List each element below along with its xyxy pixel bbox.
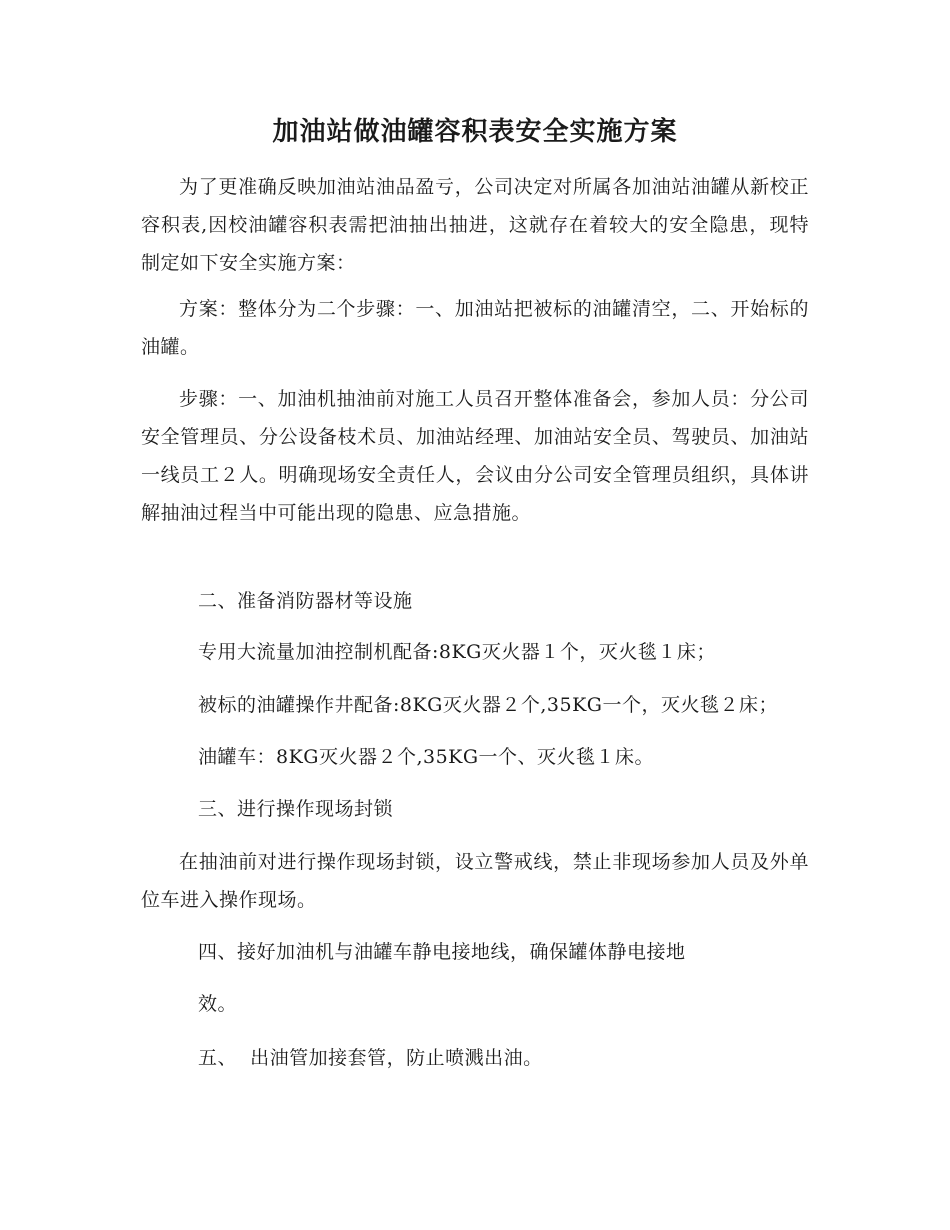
equipment-item-tank-well: 被标的油罐操作井配备:8KG灭火器２个,35KG一个，灭火毯２床； [198, 694, 778, 716]
equipment-item-controller: 专用大流量加油控制机配备:8KG灭火器１个，灭火毯１床； [198, 641, 716, 663]
plan-paragraph: 方案：整体分为二个步骤：一、加油站把被标的油罐清空，二、开始标的油罐。 [141, 298, 809, 358]
site-lockdown-paragraph: 在抽油前对进行操作现场封锁，设立警戒线，禁止非现场参加人员及外单位车进入操作现场。 [141, 851, 809, 911]
step-two-heading: 二、准备消防器材等设施 [198, 590, 413, 612]
step-three-heading: 三、进行操作现场封锁 [198, 798, 394, 820]
document-title: 加油站做油罐容积表安全实施方案 [272, 117, 678, 147]
step-five-line: 五、 出油管加接套管，防止喷溅出油。 [198, 1047, 543, 1069]
step-four-line: 四、接好加油机与油罐车静电接地线，确保罐体静电接地 [198, 941, 686, 963]
equipment-item-tanker: 油罐车：8KG灭火器２个,35KG一个、灭火毯１床。 [198, 746, 655, 768]
step-one-paragraph: 步骤：一、加油机抽油前对施工人员召开整体准备会，参加人员：分公司安全管理员、分公设备枝术员、加油站经理、加油站安全员、驾驶员、加油站一线员工２人。明确现场安全责任人，会议由分公司安全管理员组织，具体讲解抽油过程当中可能出现的隐患、应急措施。 [141, 388, 809, 524]
intro-paragraph: 为了更准确反映加油站油品盈亏，公司决定对所属各加油站油罐从新校正容积表,因校油罐容积表需把油抽出抽进，这就存在着较大的安全隐患，现特制定如下安全实施方案： [141, 176, 809, 274]
step-four-continuation: 效。 [198, 993, 238, 1015]
